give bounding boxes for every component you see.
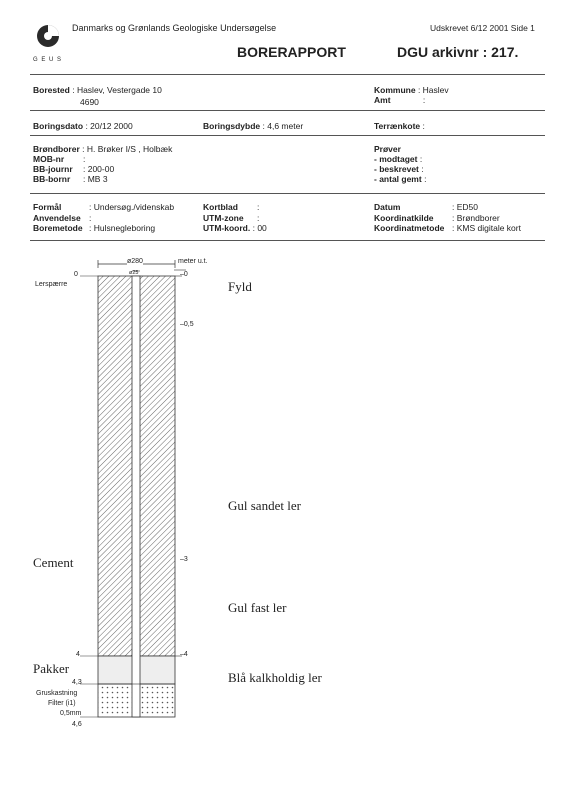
depth-left-4: 4 [76,651,80,658]
mob-value: : [83,154,86,164]
archive-number: DGU arkivnr : 217. [397,44,519,60]
gemt-label: - antal gemt [374,174,422,184]
depth-right-4-value: 4 [183,651,188,658]
utmkoord-value: : 00 [252,223,267,233]
depth-right-0: –0 [180,271,188,278]
koordmetode-label: Koordinatmetode [374,223,445,233]
kommune-value: : Haslev [417,85,449,95]
kortblad-value: : [257,202,260,212]
org-name: Danmarks og Grønlands Geologiske Undersøgelse [72,23,277,33]
layer-fyld: Fyld [228,279,252,294]
borested-zip: 4690 [80,97,99,107]
journr-label: BB-journr [33,164,73,174]
modtaget-label: - modtaget [374,154,418,164]
filter-label: Filter (i1) [48,700,76,707]
formal-value: : Undersøg./videnskab [89,202,175,212]
depth-right-0-5: –0,5 [180,321,194,328]
logo-text: G E U S [33,57,63,63]
anvendelse-label: Anvendelse [33,212,81,223]
bornr-value: : MB 3 [83,174,108,184]
bornr-label: BB-bornr [33,174,71,184]
borested-label: Borested [33,85,70,95]
lerspaerre-label: Lerspærre [35,281,68,288]
depth-left-4-3: 4,3 [72,679,82,686]
borer-value: : H. Brøker I/S , Holbæk [82,144,173,154]
amt-label: Amt [374,95,391,105]
mob-label: MOB-nr [33,154,65,164]
borer-label: Brøndborer [33,144,80,154]
inner-pipe [132,276,140,717]
mesh-label: 0,5mm [60,710,82,717]
koordmetode-value: : KMS digitale kort [452,223,521,233]
formal-label: Formål [33,202,62,212]
modtaget-value: : [419,154,423,164]
kote-value: : [422,121,425,131]
dato-value: : 20/12 2000 [85,121,133,131]
borested-value: : Haslev, Vestergade 10 [72,85,162,95]
amt-value: : [422,95,426,105]
kote-label: Terrænkote [374,121,421,131]
utmzone-label: UTM-zone [203,212,244,223]
gruskastning-label: Gruskastning [36,690,78,697]
outer-diameter: ø280 [127,258,143,265]
koordkilde-label: Koordinatkilde [374,212,434,223]
utmkoord-label: UTM-koord. [203,223,251,233]
depth-left-4-6: 4,6 [72,721,82,728]
layer-bla-kalkholdig-ler: Blå kalkholdig ler [228,670,322,685]
kommune-label: Kommune [374,85,416,95]
beskrevet-label: - beskrevet [374,164,419,174]
pakker-label: Pakker [33,661,70,676]
depth-right-3: –3 [180,556,188,563]
inner-diameter: ø25 [129,270,139,276]
kortblad-label: Kortblad [203,202,238,212]
journr-value: : 200-00 [83,164,115,174]
gemt-value: : [424,174,427,184]
cement-label: Cement [33,555,74,570]
dybde-value: : 4,6 meter [262,121,304,131]
koordkilde-value: : Brøndborer [452,212,500,223]
beskrevet-value: : [421,164,424,174]
boremetode-value: : Hulsnegleboring [89,223,156,233]
layer-gul-sandet-ler: Gul sandet ler [228,498,301,513]
anvendelse-value: : [89,212,92,223]
depth-right-4: –4 [180,651,188,658]
unit-label: meter u.t. [178,258,208,265]
datum-label: Datum [374,202,401,212]
prover-label: Prøver [374,144,401,154]
layer-gul-fast-ler: Gul fast ler [228,600,287,615]
depth-right-0-5-value: 0,5 [183,321,194,328]
depth-right-0-value: 0 [183,271,188,278]
boremetode-label: Boremetode [33,223,83,233]
dybde-label: Boringsdybde [203,121,261,131]
utmzone-value: : [257,212,260,223]
dato-label: Boringsdato [33,121,84,131]
page-title: BORERAPPORT [237,44,346,60]
depth-right-3-value: 3 [183,556,188,563]
print-date: Udskrevet 6/12 2001 Side 1 [430,23,535,33]
datum-value: : ED50 [452,202,478,212]
depth-left-0: 0 [74,271,78,278]
